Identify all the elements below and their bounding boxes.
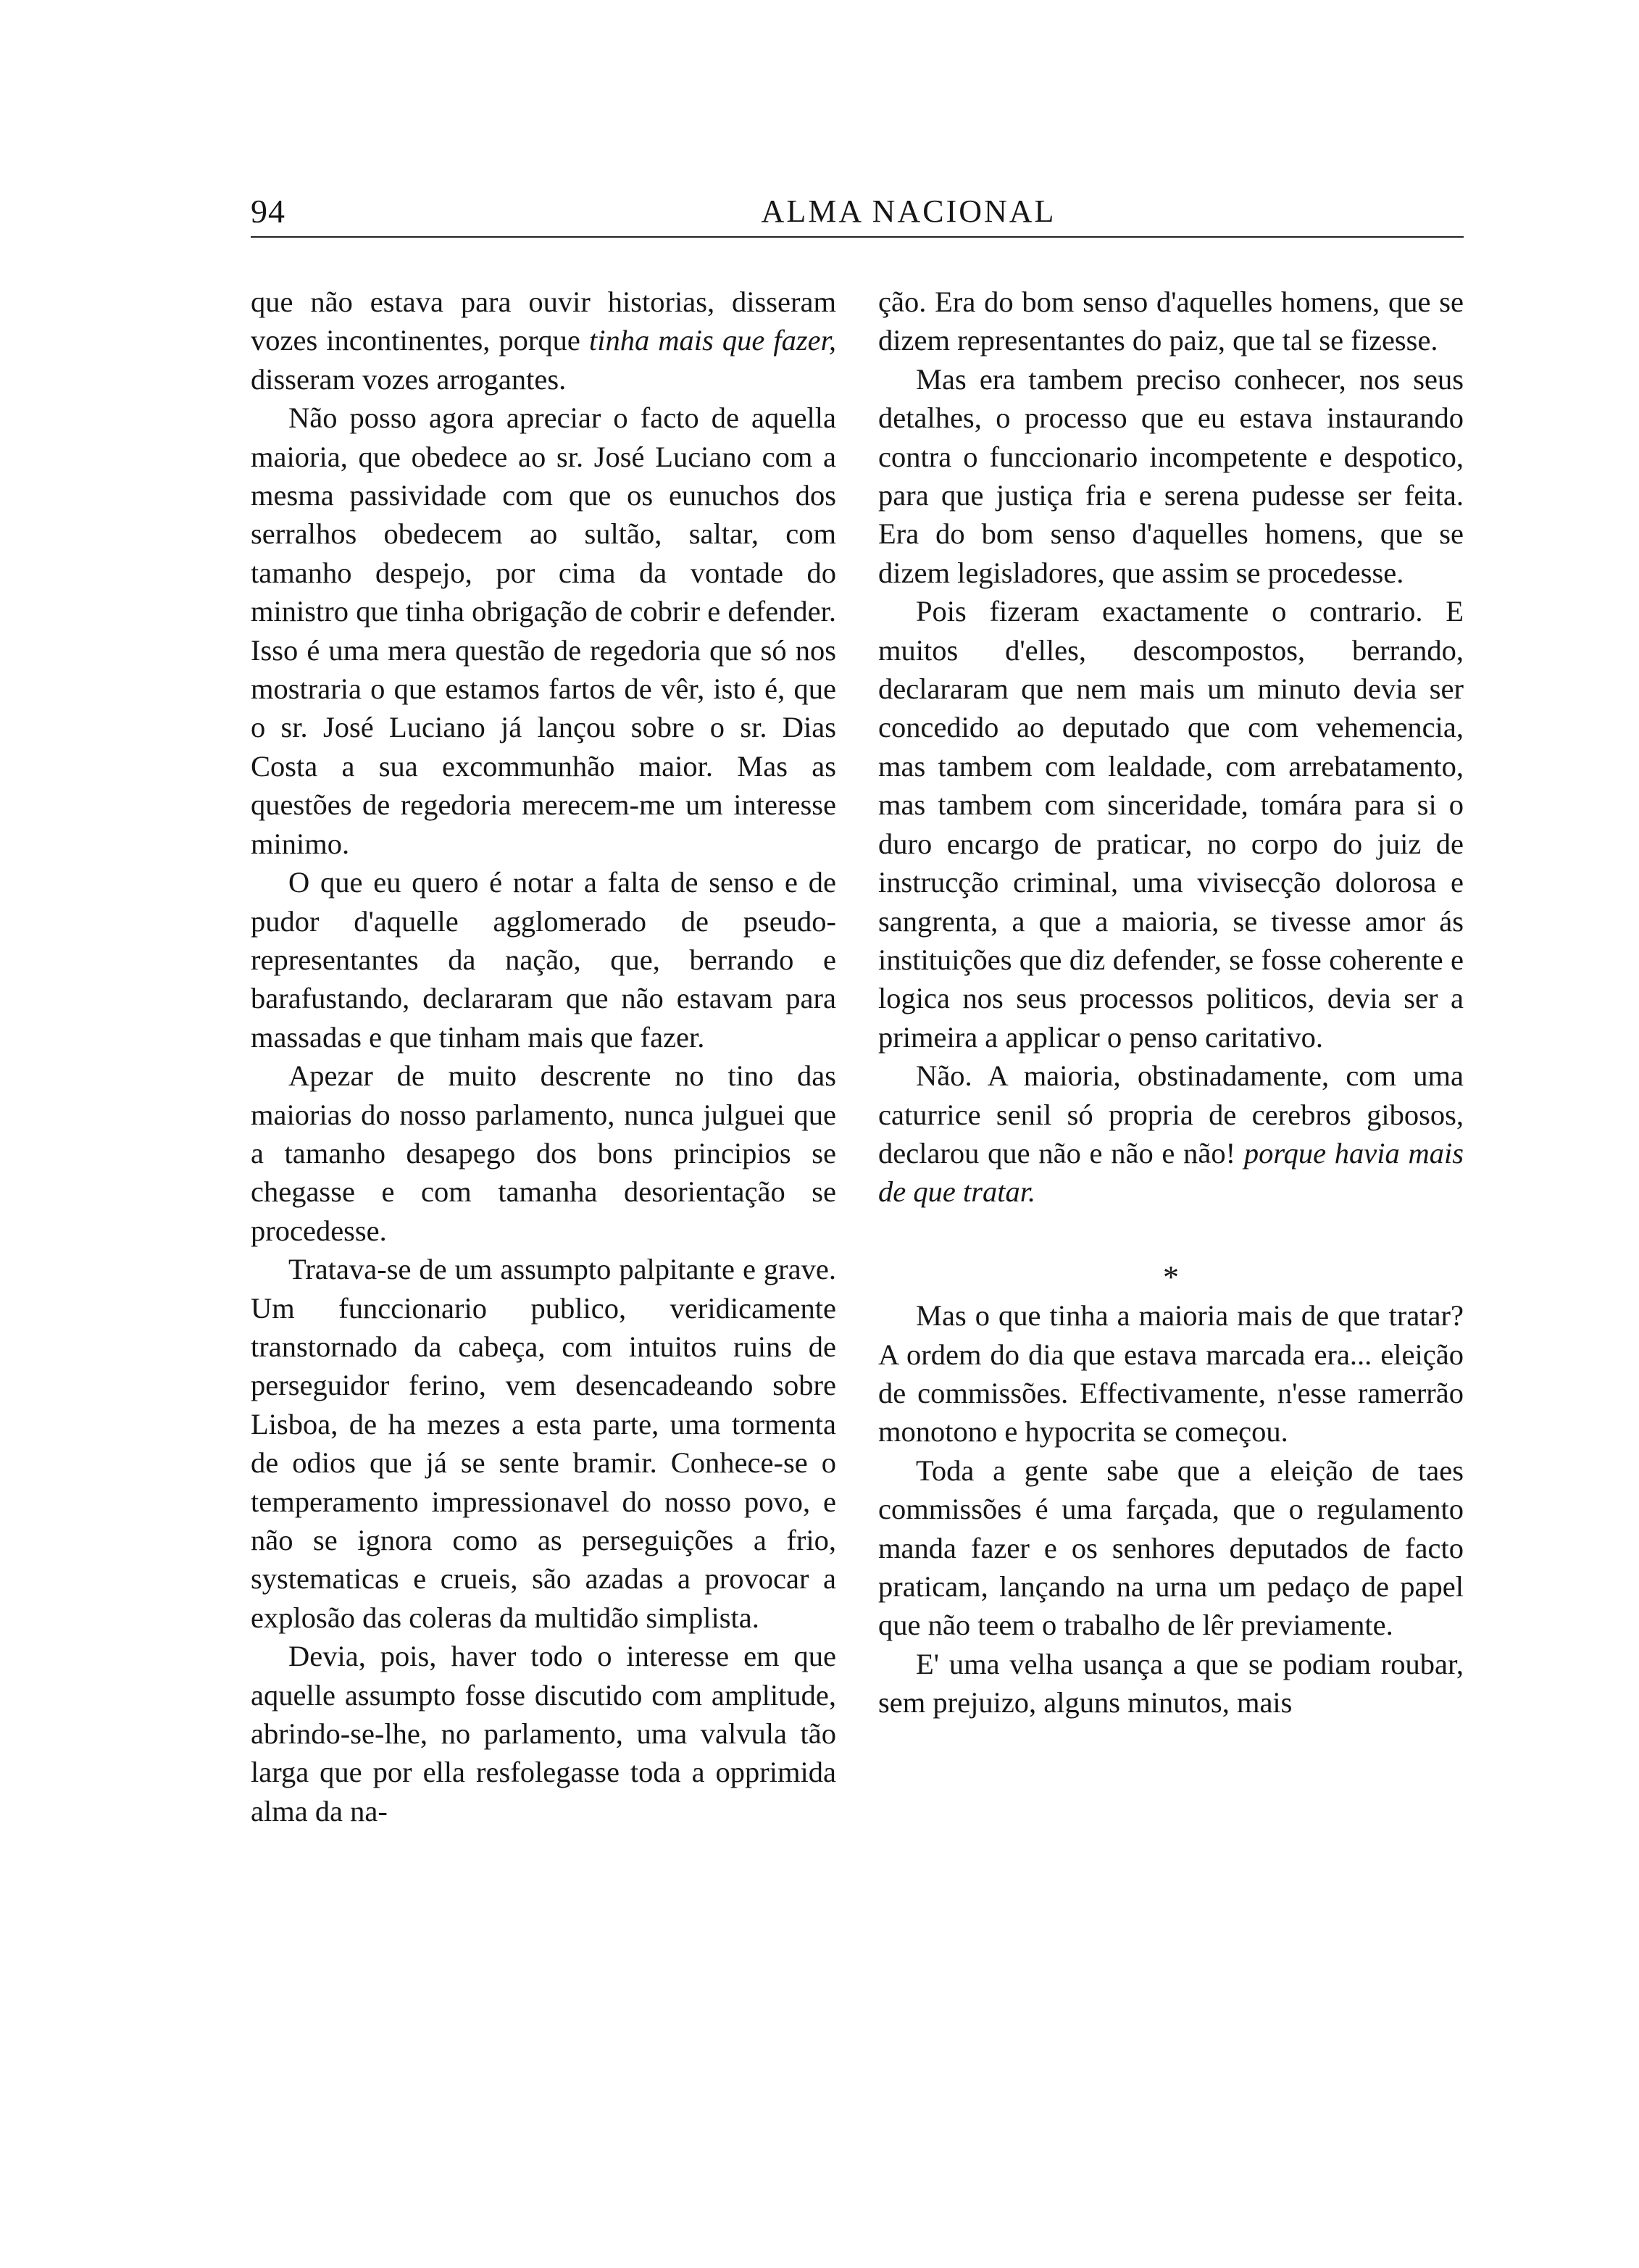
paragraph: Mas o que tinha a maioria mais de que tratar? A ordem do dia que estava marcada era... eleição de commissões. Effectivamente, n'esse ramerrão monotono e hypocrita se começou. — [878, 1299, 1464, 1448]
text-run: Não. A maioria, obstinadamente, com uma caturrice senil só propria de cerebros gibosos, declarou que não e não e não! — [878, 1059, 1464, 1170]
text-run: que não estava para ouvir historias, disseram vozes incontinentes, porque — [251, 285, 836, 357]
paragraph: Pois fizeram exactamente o contrario. E muitos d'elles, descompostos, berrando, declararam que nem mais um minuto devia ser concedido ao deputado que com vehemencia, mas tambem com lealdade, com arrebatamento, mas tambem com sinceridade, tomára para si o duro encargo de praticar, no corpo do juiz de instrucção criminal, uma vivisecção dolorosa e sangrenta, a que a maioria, se tivesse amor ás instituições que diz defender, se fosse coherente e logica nos seus processos politicos, devia ser a primeira a applicar o penso caritativo. — [878, 595, 1464, 1054]
paragraph: Apezar de muito descrente no tino das maiorias do nosso parlamento, nunca julguei que a tamanho desapego dos bons principios se chegasse e com tamanha desorientação se procedesse. — [251, 1059, 836, 1247]
paragraph: Tratava-se de um assumpto palpitante e grave. Um funccionario publico, veridicamente transtornado da cabeça, com intuitos ruins de perseguidor ferino, vem desencadeando sobre Lisboa, de ha mezes a esta parte, uma tormenta de odios que já se sente bramir. Conhece-se o temperamento impressionavel do nosso povo, e não se ignora como as perseguições a frio, systematicas e crueis, são azadas a provocar a explosão das coleras da multidão simplista. — [251, 1253, 836, 1634]
left-column — [251, 283, 836, 1830]
paragraph: Devia, pois, haver todo o interesse em que aquelle assumpto fosse discutido com amplitude, abrindo-se-lhe, no parlamento, uma valvula tão larga que por ella resfolegasse toda a opprimida alma da na- — [251, 1640, 836, 1827]
paragraph: ção. Era do bom senso d'aquelles homens, que se dizem representantes do paiz, que tal se fizesse. — [878, 285, 1464, 357]
right-column — [878, 283, 1464, 1722]
page-header — [251, 190, 1464, 238]
paragraph: O que eu quero é notar a falta de senso e de pudor d'aquelle agglomerado de pseudo-representantes da nação, que, berrando e barafustando, declararam que não estavam para massadas e que tinham mais que fazer. — [251, 866, 836, 1054]
paragraph — [878, 1056, 1464, 1212]
italic-text: porque havia mais de que tratar. — [878, 1136, 1464, 1209]
text-run: disseram vozes arrogantes. — [251, 362, 567, 396]
page-number: 94 — [251, 193, 285, 230]
italic-text: tinha mais que fazer, — [588, 324, 836, 357]
paragraph: Não posso agora apreciar o facto de aquella maioria, que obedece ao sr. José Luciano com a mesma passividade com que os eunuchos dos serralhos obedecem ao sultão, saltar, com tamanho despejo, por cima da vontade do ministro que tinha obrigação de cobrir e defender. Isso é uma mera questão de regedoria que só nos mostraria o que estamos fartos de vêr, isto é, que o sr. José Luciano já lançou sobre o sr. Dias Costa a sua excommunhão maior. Mas as questões de regedoria merecem-me um interesse minimo. — [251, 401, 836, 860]
paragraph: E' uma velha usança a que se podiam roubar, sem prejuizo, alguns minutos, mais — [878, 1647, 1464, 1719]
paragraph: Toda a gente sabe que a eleição de taes commissões é uma farçada, que o regulamento manda fazer e os senhores deputados de facto praticam, lançando na urna um pedaço de papel que não teem o trabalho de lêr previamente. — [878, 1454, 1464, 1642]
paragraph — [251, 283, 836, 399]
running-title: ALMA NACIONAL — [761, 193, 1056, 229]
paragraph: Mas era tambem preciso conhecer, nos seus detalhes, o processo que eu estava instaurando contra o funccionario incompetente e despotico, para que justiça fria e serena pudesse ser feita. Era do bom senso d'aquelles homens, que se dizem legisladores, que assim se procedesse. — [878, 362, 1464, 589]
section-separator: * — [1163, 1259, 1179, 1295]
